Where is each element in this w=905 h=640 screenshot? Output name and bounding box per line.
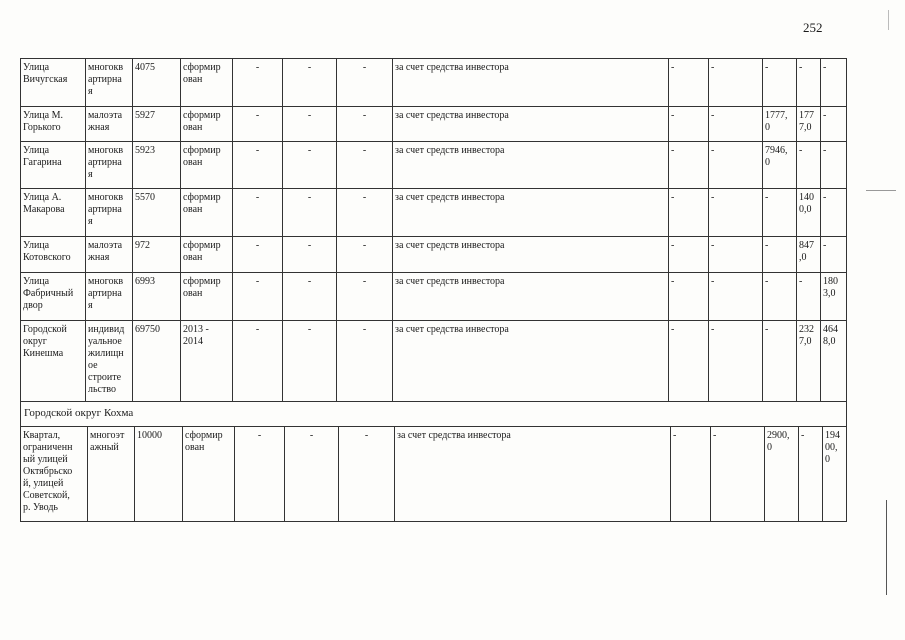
table-cell-status: сформир ован bbox=[183, 240, 221, 263]
table-vline bbox=[392, 58, 393, 401]
table-cell-type: индивид уальное жилищн ое строите льство bbox=[88, 324, 125, 395]
table-hline bbox=[20, 188, 847, 189]
table-cell-c4: - bbox=[671, 145, 675, 156]
table-cell-type: многокв артирна я bbox=[88, 62, 124, 97]
table-cell-type: многокв артирна я bbox=[88, 145, 124, 180]
table-vline bbox=[20, 58, 21, 401]
table-vline bbox=[134, 426, 135, 521]
table-cell-status: сформир ован bbox=[183, 62, 221, 85]
margin-scan-line-upper bbox=[888, 10, 889, 30]
table-vline bbox=[282, 58, 283, 401]
table-cell-c8: - bbox=[823, 145, 827, 156]
table-vline bbox=[846, 401, 847, 426]
table-cell-c3: - bbox=[362, 192, 367, 203]
table-cell-c4: - bbox=[671, 62, 675, 73]
table-cell-c1: - bbox=[255, 62, 260, 73]
table-cell-c1: - bbox=[257, 430, 262, 441]
table-hline bbox=[20, 58, 847, 59]
table-vline bbox=[708, 58, 709, 401]
table-vline bbox=[180, 58, 181, 401]
table-vline bbox=[338, 426, 339, 521]
table-vline bbox=[820, 58, 821, 401]
table-cell-c5: - bbox=[711, 62, 715, 73]
table-cell-c2: - bbox=[307, 192, 312, 203]
table-vline bbox=[796, 58, 797, 401]
table-vline bbox=[670, 426, 671, 521]
table-cell-c8: 194 00, 0 bbox=[825, 430, 840, 465]
table-vline bbox=[87, 426, 88, 521]
table-cell-source: за счет средства инвестора bbox=[395, 62, 509, 73]
table-vline bbox=[798, 426, 799, 521]
page-number: 252 bbox=[803, 20, 823, 35]
table-cell-area: 4075 bbox=[135, 62, 155, 73]
table-cell-source: за счет средства инвестора bbox=[397, 430, 511, 441]
table-cell-area: 6993 bbox=[135, 276, 155, 287]
table-hline bbox=[20, 141, 847, 142]
table-hline bbox=[20, 272, 847, 273]
table-cell-c7: 177 7,0 bbox=[799, 110, 814, 133]
table-cell-status: сформир ован bbox=[183, 192, 221, 215]
table-cell-c8: 180 3,0 bbox=[823, 276, 838, 299]
table-cell-type: малоэта жная bbox=[88, 240, 123, 263]
table-vline bbox=[846, 58, 847, 401]
table-vline bbox=[764, 426, 765, 521]
table-cell-c4: - bbox=[671, 192, 675, 203]
table-cell-status: сформир ован bbox=[183, 276, 221, 299]
table-cell-c2: - bbox=[307, 62, 312, 73]
table-cell-c3: - bbox=[362, 324, 367, 335]
table-cell-name: Городской округ Кинешма bbox=[23, 324, 67, 359]
table-vline bbox=[822, 426, 823, 521]
table-cell-c4: - bbox=[671, 110, 675, 121]
table-cell-c6: 1777, 0 bbox=[765, 110, 788, 133]
table-vline bbox=[284, 426, 285, 521]
table-cell-c6: - bbox=[765, 276, 769, 287]
table-vline bbox=[20, 401, 21, 426]
table-cell-c6: - bbox=[765, 324, 769, 335]
table-cell-type: многокв артирна я bbox=[88, 276, 124, 311]
table-hline bbox=[20, 521, 847, 522]
table-cell-source: за счет средств инвестора bbox=[395, 192, 505, 203]
table-cell-source: за счет средств инвестора bbox=[395, 145, 505, 156]
table-cell-c7: 232 7,0 bbox=[799, 324, 814, 347]
table-vline bbox=[234, 426, 235, 521]
table-cell-c8: - bbox=[823, 62, 827, 73]
table-vline bbox=[762, 58, 763, 401]
table-cell-c6: - bbox=[765, 62, 769, 73]
table-cell-c3: - bbox=[364, 430, 369, 441]
table-cell-area: 972 bbox=[135, 240, 150, 251]
table-cell-c3: - bbox=[362, 145, 367, 156]
table-cell-c5: - bbox=[711, 192, 715, 203]
table-cell-c7: - bbox=[799, 276, 803, 287]
table-vline bbox=[668, 58, 669, 401]
table-cell-type: многоэт ажный bbox=[90, 430, 125, 453]
section-title: Городской округ Кохма bbox=[24, 407, 134, 419]
table-cell-area: 69750 bbox=[135, 324, 160, 335]
table-cell-type: многокв артирна я bbox=[88, 192, 124, 227]
table-cell-c6: 7946, 0 bbox=[765, 145, 788, 168]
table-cell-status: сформир ован bbox=[183, 110, 221, 133]
table-cell-c2: - bbox=[307, 276, 312, 287]
table-cell-c4: - bbox=[673, 430, 677, 441]
table-cell-c7: 847 ,0 bbox=[799, 240, 814, 263]
table-vline bbox=[182, 426, 183, 521]
table-cell-name: Улица Котовского bbox=[23, 240, 71, 263]
table-cell-c2: - bbox=[307, 324, 312, 335]
table-cell-source: за счет средств инвестора bbox=[395, 276, 505, 287]
table-cell-c4: - bbox=[671, 240, 675, 251]
table-cell-status: сформир ован bbox=[183, 145, 221, 168]
table-cell-c6: - bbox=[765, 192, 769, 203]
table-vline bbox=[85, 58, 86, 401]
table-cell-c1: - bbox=[255, 324, 260, 335]
table-cell-c6: - bbox=[765, 240, 769, 251]
table-cell-area: 5923 bbox=[135, 145, 155, 156]
table-vline bbox=[394, 426, 395, 521]
table-cell-c3: - bbox=[362, 110, 367, 121]
table-vline bbox=[846, 426, 847, 521]
table-cell-c2: - bbox=[307, 240, 312, 251]
table-cell-c4: - bbox=[671, 324, 675, 335]
table-cell-c1: - bbox=[255, 240, 260, 251]
table-cell-c3: - bbox=[362, 240, 367, 251]
table-cell-c2: - bbox=[309, 430, 314, 441]
table-cell-c1: - bbox=[255, 145, 260, 156]
table-cell-c6: 2900, 0 bbox=[767, 430, 790, 453]
table-cell-c1: - bbox=[255, 110, 260, 121]
table-cell-name: Улица Гагарина bbox=[23, 145, 62, 168]
table-cell-c3: - bbox=[362, 62, 367, 73]
table-vline bbox=[20, 426, 21, 521]
table-cell-name: Улица М. Горького bbox=[23, 110, 63, 133]
table-hline bbox=[20, 320, 847, 321]
table-cell-c7: 140 0,0 bbox=[799, 192, 814, 215]
table-cell-c5: - bbox=[711, 324, 715, 335]
table-cell-c4: - bbox=[671, 276, 675, 287]
table-cell-c2: - bbox=[307, 110, 312, 121]
table-cell-c1: - bbox=[255, 276, 260, 287]
table-hline bbox=[20, 236, 847, 237]
table-cell-c3: - bbox=[362, 276, 367, 287]
table-cell-source: за счет средств инвестора bbox=[395, 240, 505, 251]
table-cell-status: 2013 - 2014 bbox=[183, 324, 209, 347]
table-cell-name: Улица А. Макарова bbox=[23, 192, 65, 215]
table-cell-c8: 464 8,0 bbox=[823, 324, 838, 347]
table-cell-area: 5927 bbox=[135, 110, 155, 121]
table-cell-c5: - bbox=[711, 110, 715, 121]
table-cell-c1: - bbox=[255, 192, 260, 203]
table-cell-c7: - bbox=[801, 430, 805, 441]
table-cell-c7: - bbox=[799, 145, 803, 156]
table-cell-c5: - bbox=[711, 240, 715, 251]
table-cell-name: Улица Вичугская bbox=[23, 62, 68, 85]
table-cell-status: сформир ован bbox=[185, 430, 223, 453]
table-hline bbox=[20, 106, 847, 107]
table-cell-c8: - bbox=[823, 240, 827, 251]
table-cell-name: Квартал, ограниченн ый улицей Октябрьско й, улицей Советской, р. Уводь bbox=[23, 430, 73, 513]
table-cell-c8: - bbox=[823, 192, 827, 203]
table-cell-c8: - bbox=[823, 110, 827, 121]
table-cell-c7: - bbox=[799, 62, 803, 73]
table-cell-source: за счет средства инвестора bbox=[395, 110, 509, 121]
table-hline bbox=[20, 401, 847, 402]
table-cell-name: Улица Фабричный двор bbox=[23, 276, 74, 311]
table-cell-area: 5570 bbox=[135, 192, 155, 203]
table-cell-area: 10000 bbox=[137, 430, 162, 441]
table-cell-c5: - bbox=[713, 430, 717, 441]
table-vline bbox=[336, 58, 337, 401]
table-cell-c5: - bbox=[711, 145, 715, 156]
table-vline bbox=[232, 58, 233, 401]
margin-scan-line bbox=[886, 500, 887, 595]
table-hline bbox=[20, 426, 847, 427]
table-cell-c2: - bbox=[307, 145, 312, 156]
margin-scan-tick bbox=[866, 190, 896, 191]
table-cell-source: за счет средства инвестора bbox=[395, 324, 509, 335]
table-cell-c5: - bbox=[711, 276, 715, 287]
table-vline bbox=[710, 426, 711, 521]
table-cell-type: малоэта жная bbox=[88, 110, 123, 133]
table-vline bbox=[132, 58, 133, 401]
data-table bbox=[20, 58, 846, 521]
